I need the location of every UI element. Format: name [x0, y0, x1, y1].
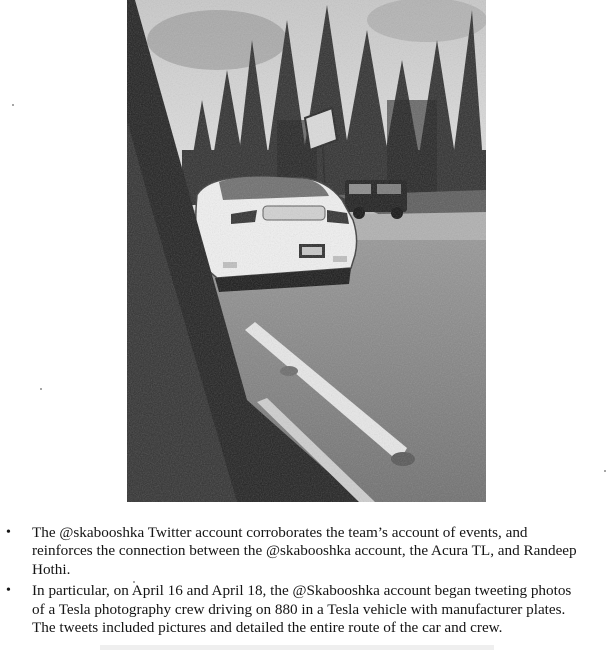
scan-speck-left-2	[40, 388, 42, 390]
bullet-item	[0, 582, 616, 637]
scan-edge	[100, 645, 494, 650]
scan-grain	[127, 0, 486, 502]
scan-speck-left	[12, 104, 14, 106]
bullet-line: The tweets included pictures and detailed the entire route of the car and crew.	[32, 619, 503, 637]
bullet-line: The @skabooshka Twitter account corroborates the team’s account of events, and	[32, 524, 528, 541]
scanned-photo	[127, 0, 486, 502]
bullet-line: In particular, on April 16 and April 18, the @Skabooshka account began tweeting photos	[32, 582, 572, 600]
car-photo	[127, 0, 486, 502]
bullet-list	[0, 524, 616, 640]
bullet-glyph: •	[6, 525, 11, 540]
scan-speck-right	[604, 470, 606, 472]
bullet-line: Hothi.	[32, 560, 71, 578]
bullet-glyph: •	[6, 583, 11, 599]
bullet-line: reinforces the connection between the @skabooshka account, the Acura TL, and Randeep	[32, 542, 577, 560]
bullet-item	[0, 524, 616, 579]
bullet-line: of a Tesla photography crew driving on 880 in a Tesla vehicle with manufacturer plates.	[32, 600, 566, 618]
